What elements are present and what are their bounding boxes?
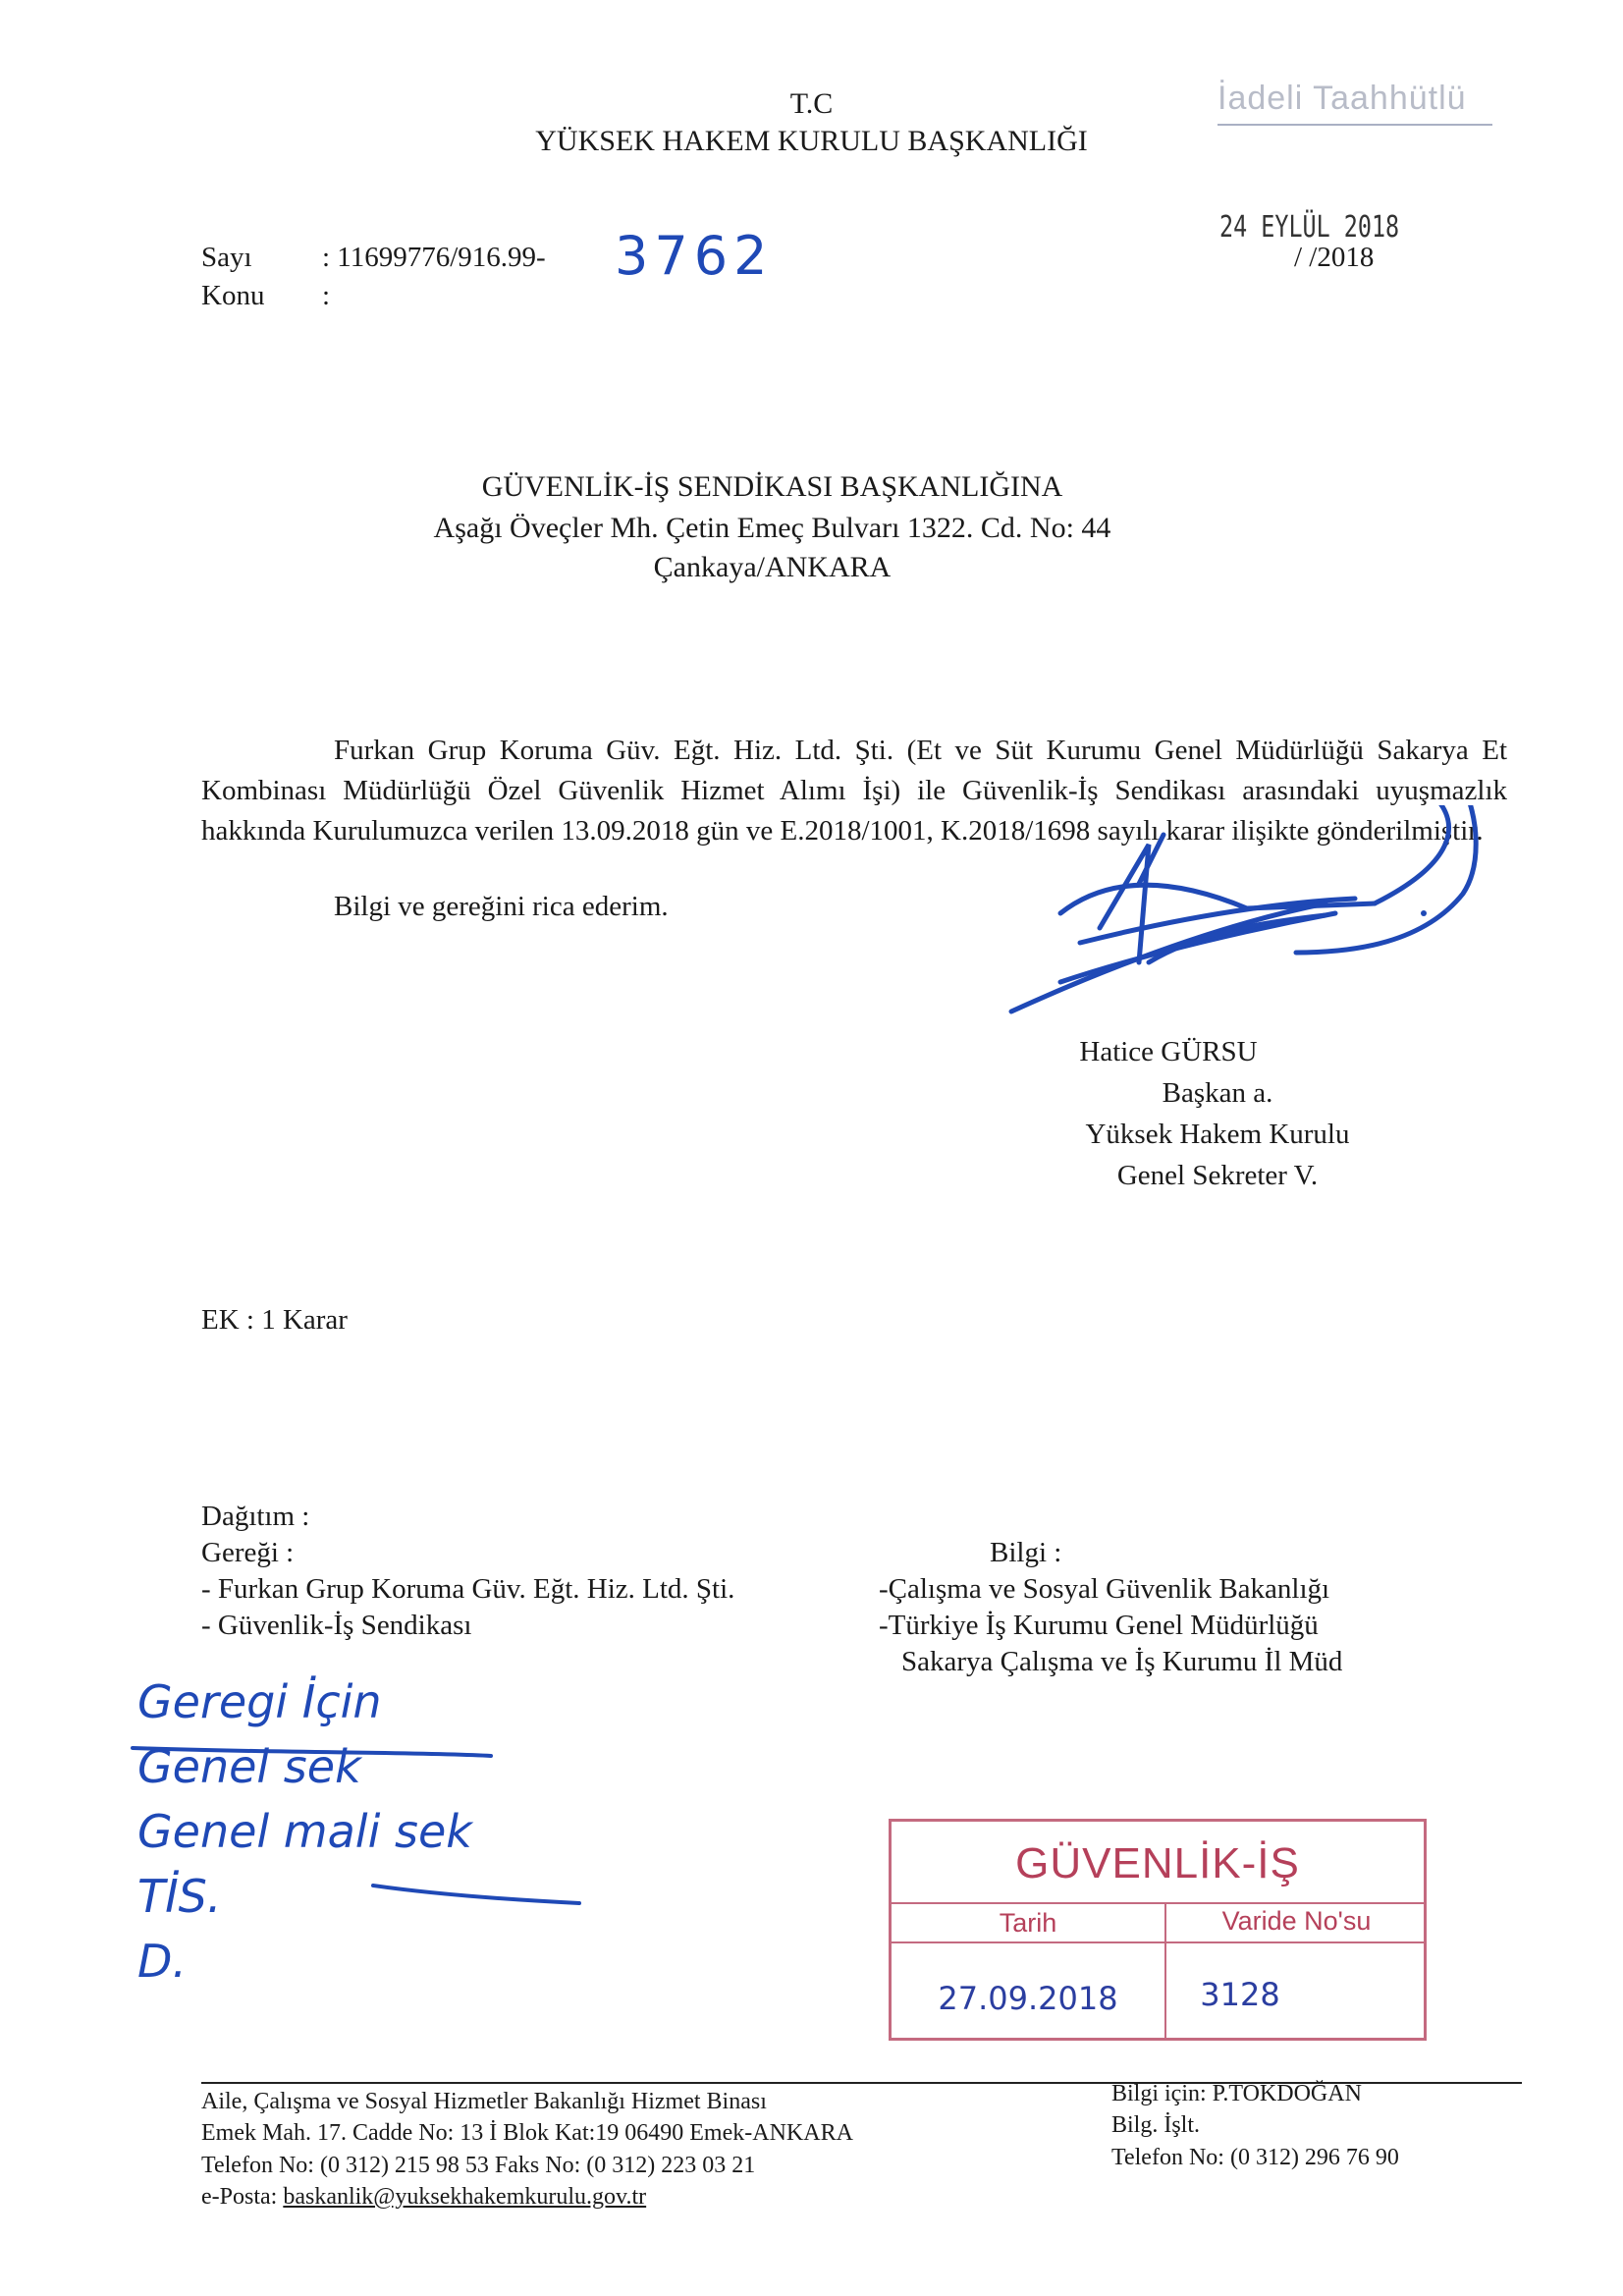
handwritten-note-5: D. xyxy=(137,1935,188,1988)
footer-contact-role: Bilg. İşlt. xyxy=(1111,2112,1201,2139)
konu-label: Konu xyxy=(201,280,265,311)
footer-left xyxy=(201,2086,853,2214)
handwritten-note-1: Geregi İçin xyxy=(137,1675,382,1728)
footer-right xyxy=(1111,2078,1399,2173)
konu-value: : xyxy=(322,280,331,311)
recipient-name: GÜVENLİK-İŞ SENDİKASI BAŞKANLIĞINA xyxy=(481,470,1063,503)
geregi-label: Gereği : xyxy=(201,1537,295,1568)
receipt-stamp-org: GÜVENLİK-İŞ xyxy=(1015,1839,1300,1887)
signatory-title-3: Genel Sekreter V. xyxy=(1116,1160,1319,1191)
attachment-line: EK : 1 Karar xyxy=(201,1304,348,1336)
bilgi-item-3: Sakarya Çalışma ve İş Kurumu İl Müd xyxy=(901,1646,1343,1677)
receipt-varide-label: Varide No'su xyxy=(1221,1906,1372,1936)
footer-email-link[interactable]: baskanlik@yuksekhakemkurulu.gov.tr xyxy=(283,2184,647,2211)
signatory-title-1: Başkan a. xyxy=(1162,1077,1273,1109)
signature-scribble xyxy=(1001,805,1512,1051)
sayi-handwritten-number: 3762 xyxy=(615,225,774,287)
body-paragraph-text: Furkan Grup Koruma Güv. Eğt. Hiz. Ltd. Şti. (Et ve Süt Kurumu Genel Müdürlüğü Sakarya Et Kombinası Müdürlüğü Özel Güvenlik Hizmet Alımı İşi) ile Güvenlik-İş Sendikası arasındaki uyuşmazlık hakkında Kurulumuzca verilen 13.09.2018 gün ve E.2018/1001, K.2018/1698 sayılı karar ilişikte gönderilmiştir. xyxy=(201,735,1507,847)
date-stamp: 24 EYLÜL 2018 xyxy=(1219,210,1400,245)
header-tc: T.C xyxy=(789,87,834,120)
geregi-item-1: - Furkan Grup Koruma Güv. Eğt. Hiz. Ltd. Şti. xyxy=(201,1573,735,1605)
date-printed: / /2018 xyxy=(1294,242,1375,273)
handwritten-note-4: TİS. xyxy=(137,1870,222,1923)
bilgi-item-1: -Çalışma ve Sosyal Güvenlik Bakanlığı xyxy=(879,1573,1330,1605)
footer-address-2: Emek Mah. 17. Cadde No: 13 İ Blok Kat:19 06490 Emek-ANKARA xyxy=(201,2120,853,2147)
geregi-item-2: - Güvenlik-İş Sendikası xyxy=(201,1610,472,1641)
body-closing: Bilgi ve gereğini rica ederim. xyxy=(334,891,669,922)
handwritten-note-2: Genel sek xyxy=(137,1740,361,1793)
receipt-tarih-value: 27.09.2018 xyxy=(938,1980,1118,2017)
footer-contact-phone: Telefon No: (0 312) 296 76 90 xyxy=(1111,2144,1399,2170)
signatory-name: Hatice GÜRSU xyxy=(1079,1036,1258,1067)
dagitim-label: Dağıtım : xyxy=(201,1501,310,1532)
signature-block xyxy=(1070,1031,1365,1196)
iadeli-taahhutlu-text: İadeli Taahhütlü xyxy=(1217,80,1467,117)
sayi-label: Sayı xyxy=(201,242,252,273)
recipient-address-2: Çankaya/ANKARA xyxy=(653,551,892,583)
header-institution: YÜKSEK HAKEM KURULU BAŞKANLIĞI xyxy=(535,125,1088,157)
signatory-title-2: Yüksek Hakem Kurulu xyxy=(1085,1119,1350,1150)
receipt-varide-value: 3128 xyxy=(1200,1976,1280,2013)
handwritten-note-3: Genel mali sek xyxy=(137,1805,472,1858)
bilgi-item-2: -Türkiye İş Kurumu Genel Müdürlüğü xyxy=(879,1610,1319,1641)
sayi-value: : 11699776/916.99- xyxy=(322,242,546,273)
footer-address-1: Aile, Çalışma ve Sosyal Hizmetler Bakanlığı Hizmet Binası xyxy=(201,2089,767,2114)
receipt-stamp-hline-2 xyxy=(892,1941,1424,1943)
footer-phone: Telefon No: (0 312) 215 98 53 Faks No: (0 312) 223 03 21 xyxy=(201,2152,756,2178)
handwritten-underlines xyxy=(128,1738,599,1925)
footer-email-label: e-Posta: xyxy=(201,2184,278,2211)
receipt-stamp xyxy=(889,1819,1427,2041)
receipt-tarih-label: Tarih xyxy=(999,1908,1057,1938)
recipient-address-1: Aşağı Öveçler Mh. Çetin Emeç Bulvarı 1322. Cd. No: 44 xyxy=(433,512,1111,544)
footer-contact-person: Bilgi için: P.TOKDOĞAN xyxy=(1111,2081,1362,2106)
footer-email-row xyxy=(201,2181,853,2213)
bilgi-label: Bilgi : xyxy=(990,1537,1062,1568)
